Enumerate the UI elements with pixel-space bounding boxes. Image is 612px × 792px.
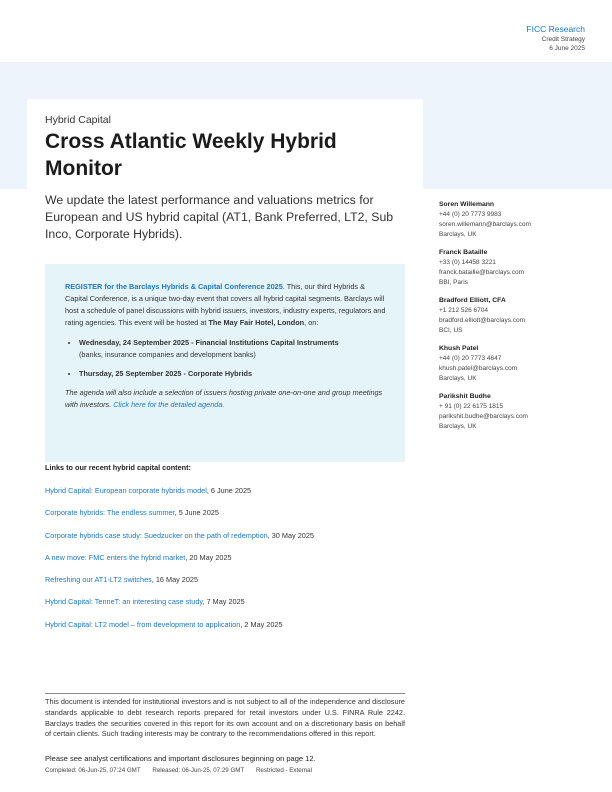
author-name: Khush Patel	[439, 345, 479, 352]
list-item	[45, 575, 405, 597]
content-date: , 6 June 2025	[206, 486, 252, 495]
footer	[45, 767, 322, 774]
author-name: Parikshit Budhe	[439, 393, 491, 400]
author-email[interactable]: bradford.elliott@barclays.com	[439, 317, 526, 324]
report-title: Cross Atlantic Weekly Hybrid Monitor	[45, 130, 337, 180]
callout-text: . This, our third Hybrids & Capital Conference, is a unique two-day event that covers all hybrid capital segments. Barclays will host a schedule of panel discussions with hybrid issuers, investors, industry experts, regulators and rating agencies. This event will be hosted at	[65, 282, 386, 327]
author-phone: +44 (0) 20 7773 9983	[439, 211, 502, 218]
event-day-detail: (banks, insurance companies and development banks)	[79, 350, 256, 359]
callout-paragraph	[65, 281, 387, 329]
list-item	[45, 553, 405, 575]
callout-body	[65, 281, 387, 411]
content-date: , 5 June 2025	[174, 508, 219, 518]
research-division: FICC Research	[526, 24, 585, 34]
author-card	[439, 392, 599, 432]
list-item	[45, 508, 405, 530]
author-name: Bradford Elliott, CFA	[439, 297, 506, 304]
agenda-text: The agenda will also include a selection of issuers hosting private one-on-one and group meetings with investors.	[65, 388, 383, 409]
author-entity: BCI, US	[439, 327, 463, 334]
author-card	[439, 344, 599, 384]
agenda-note	[65, 387, 387, 411]
author-name: Soren Willemann	[439, 201, 495, 208]
author-list	[439, 200, 599, 440]
author-entity: Barclays, UK	[439, 423, 477, 430]
author-phone: + 91 (0) 22 6175 1815	[439, 403, 504, 410]
list-item	[45, 531, 405, 553]
content-link[interactable]: Hybrid Capital: TenneT: an interesting case study	[45, 597, 203, 607]
author-email[interactable]: khush.patel@barclays.com	[439, 365, 518, 372]
report-category: Hybrid Capital	[45, 114, 111, 126]
author-entity: Barclays, UK	[439, 375, 477, 382]
list-item	[45, 620, 405, 642]
recent-content-links	[45, 486, 405, 642]
event-day-title: Wednesday, 24 September 2025 - Financial Institutions Capital Instruments	[79, 338, 339, 347]
conference-callout	[45, 264, 405, 462]
report-summary: We update the latest performance and valuations metrics for European and US hybrid capital (AT1, Bank Preferred, LT2, Sub Inco, Corporate Hybrids).	[45, 193, 394, 241]
author-email[interactable]: parikshit.budhe@barclays.com	[439, 413, 528, 420]
content-link[interactable]: Corporate hybrids: The endless summer	[45, 508, 175, 518]
event-days	[65, 337, 387, 380]
agenda-link[interactable]: Click here for the detailed agenda.	[113, 400, 225, 409]
report-date: 6 June 2025	[549, 45, 585, 52]
content-link[interactable]: A new move: FMC enters the hybrid market	[45, 552, 186, 562]
content-date: , 30 May 2025	[267, 530, 314, 540]
content-date: , 7 May 2025	[202, 597, 245, 607]
content-date: , 20 May 2025	[185, 552, 232, 562]
author-email[interactable]: soren.willemann@barclays.com	[439, 221, 531, 228]
author-entity: BBI, Paris	[439, 279, 468, 286]
register-link[interactable]: REGISTER for the Barclays Hybrids & Capital Conference 2025	[65, 282, 283, 291]
content-link[interactable]: Hybrid Capital: LT2 model – from development to application	[45, 619, 241, 629]
venue-name: The May Fair Hotel, London	[208, 318, 305, 327]
research-team: Credit Strategy	[541, 36, 585, 43]
event-day-title: Thursday, 25 September 2025 - Corporate Hybrids	[79, 369, 253, 378]
event-day-item	[79, 337, 387, 361]
content-date: , 16 May 2025	[151, 575, 199, 585]
author-phone: +1 212 526 6704	[439, 307, 488, 314]
event-day-item	[79, 368, 387, 380]
content-date: , 2 May 2025	[240, 619, 283, 629]
author-card	[439, 248, 599, 288]
report-header	[526, 24, 585, 52]
author-phone: +33 (0) 14458 3221	[439, 259, 496, 266]
restriction-label: Restricted - External	[255, 767, 312, 774]
content-link[interactable]: Refreshing our AT1-LT2 switches	[45, 575, 152, 585]
author-phone: +44 (0) 20 7773 4647	[439, 355, 502, 362]
content-link[interactable]: Corporate hybrids case study: Suedzucker on the path of redemption	[45, 530, 268, 540]
links-heading: Links to our recent hybrid capital content:	[45, 463, 191, 472]
list-item	[45, 486, 405, 508]
certifications-note: Please see analyst certifications and important disclosures beginning on page 12.	[45, 754, 316, 763]
author-name: Franck Bataille	[439, 249, 488, 256]
content-link[interactable]: Hybrid Capital: European corporate hybrids model	[45, 486, 207, 495]
author-card	[439, 200, 599, 240]
author-email[interactable]: franck.bataille@barclays.com	[439, 269, 524, 276]
list-item	[45, 597, 405, 619]
completed-time: Completed: 06-Jun-25, 07:24 GMT	[45, 767, 141, 774]
released-time: Released: 06-Jun-25, 07:29 GMT	[152, 767, 245, 774]
callout-text-end: , on:	[304, 318, 319, 327]
disclaimer: This document is intended for institutional investors and is not subject to all of the independence and disclosure standards applicable to debt research reports prepared for retail investors under U.S. FINRA Rule 2242. Barclays trades the securities covered in this report for its own account and on a discretionary basis on behalf of certain clients. Such trading interests may be contrary to the recommendations offered in this report.	[45, 693, 405, 740]
author-card	[439, 296, 599, 336]
author-entity: Barclays, UK	[439, 231, 477, 238]
